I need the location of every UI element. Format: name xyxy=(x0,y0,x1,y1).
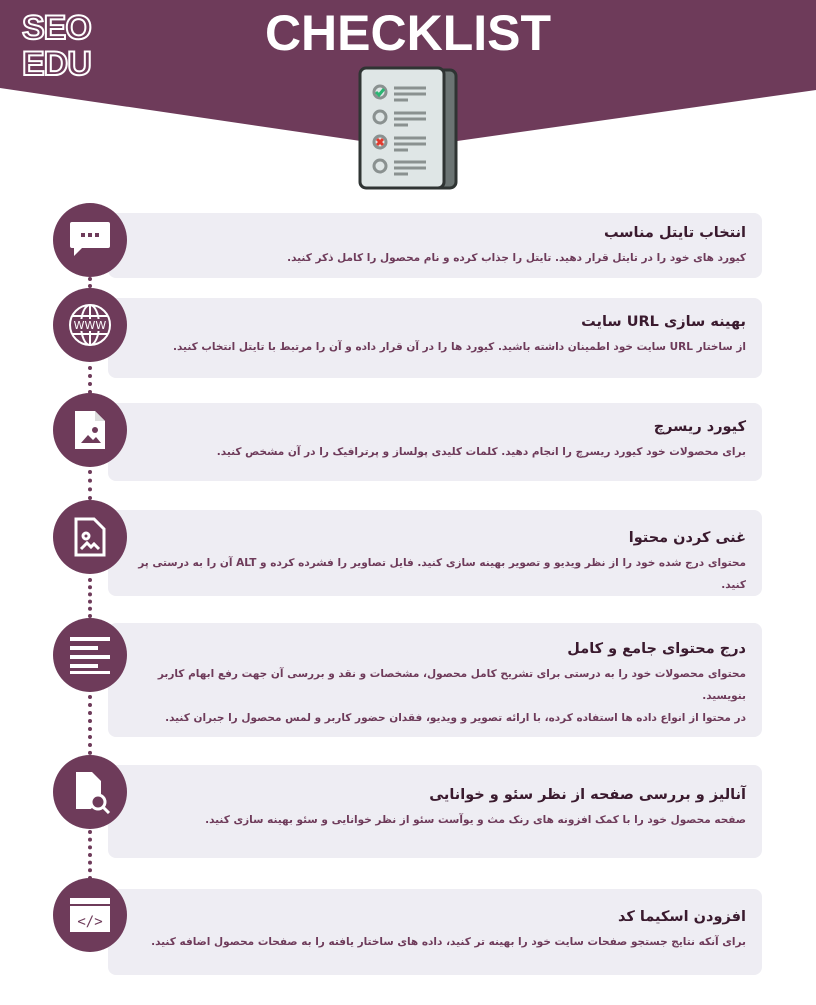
connector xyxy=(88,578,92,618)
item-title: افزودن اسکیما کد xyxy=(618,909,746,925)
page-title: CHECKLIST xyxy=(264,5,552,61)
chat-bubble-icon xyxy=(53,203,127,277)
image-file-icon xyxy=(53,500,127,574)
item-title: درج محتوای جامع و کامل xyxy=(567,641,746,657)
item-title: غنی کردن محتوا xyxy=(628,530,746,546)
file-search-icon xyxy=(53,755,127,829)
item-text: محتوای محصولات خود را به درستی برای تشریح کامل محصول، مشخصات و نقد و بررسی آن جهت رفع ابهام کاربر بنویسید. xyxy=(157,668,746,702)
checklist-item xyxy=(108,298,762,378)
file-image-icon xyxy=(53,393,127,467)
code-window-icon xyxy=(53,878,127,952)
checklist-item xyxy=(108,403,762,481)
logo-line1: SEO xyxy=(22,9,91,47)
item-title: بهینه سازی URL سایت xyxy=(581,314,746,330)
checklist-item xyxy=(108,889,762,975)
checklist-item xyxy=(108,623,762,737)
logo-line2: EDU xyxy=(22,45,91,83)
connector xyxy=(88,470,92,500)
item-title: آنالیز و بررسی صفحه از نظر سئو و خوانایی xyxy=(429,787,746,803)
item-text: در محتوا از انواع داده ها استفاده کرده، با ارائه تصویر و ویدیو، فقدان حضور کاربر و لمس محصول را جبران کنید. xyxy=(165,712,746,724)
checklist-item xyxy=(108,765,762,858)
item-title: انتخاب تایتل مناسب xyxy=(603,225,746,241)
connector xyxy=(88,830,92,880)
svg-text:WWW: WWW xyxy=(73,319,107,332)
connector xyxy=(88,695,92,755)
globe-www-icon xyxy=(53,288,127,362)
connector xyxy=(88,366,92,394)
item-text: از ساختار URL سایت خود اطمینان داشته باشید. کیورد ها را در آن قرار داده و آن را مرتبط با تایتل انتخاب کنید. xyxy=(172,341,746,353)
item-text: صفحه محصول خود را با کمک افزونه های رنک مث و یوآست سئو از نظر خوانایی و سئو بهینه سازی کنید. xyxy=(205,814,746,826)
svg-text:</>: </> xyxy=(77,914,103,930)
checklist-clipboard-icon xyxy=(358,66,458,192)
checklist-item xyxy=(108,213,762,278)
item-text: برای محصولات خود کیورد ریسرچ را انجام دهید. کلمات کلیدی پولساز و پرترافیک را در آن مشخص کنید. xyxy=(216,446,746,458)
item-title: کیورد ریسرچ xyxy=(653,419,746,435)
item-text: محتوای درج شده خود را از نظر ویدیو و تصویر بهینه سازی کنید. فایل تصاویر را فشرده کرده و ALT آن را به درستی پر کنید. xyxy=(138,557,746,591)
item-text: کیورد های خود را در تایتل قرار دهید. تایتل را جذاب کرده و نام محصول را کامل ذکر کنید. xyxy=(287,252,746,264)
text-lines-icon xyxy=(53,618,127,692)
checklist-item xyxy=(108,510,762,596)
item-text: برای آنکه نتایج جستجو صفحات سایت خود را بهینه تر کنید، داده های ساختار یافته را به صفحات محصول اضافه کنید. xyxy=(151,936,746,948)
